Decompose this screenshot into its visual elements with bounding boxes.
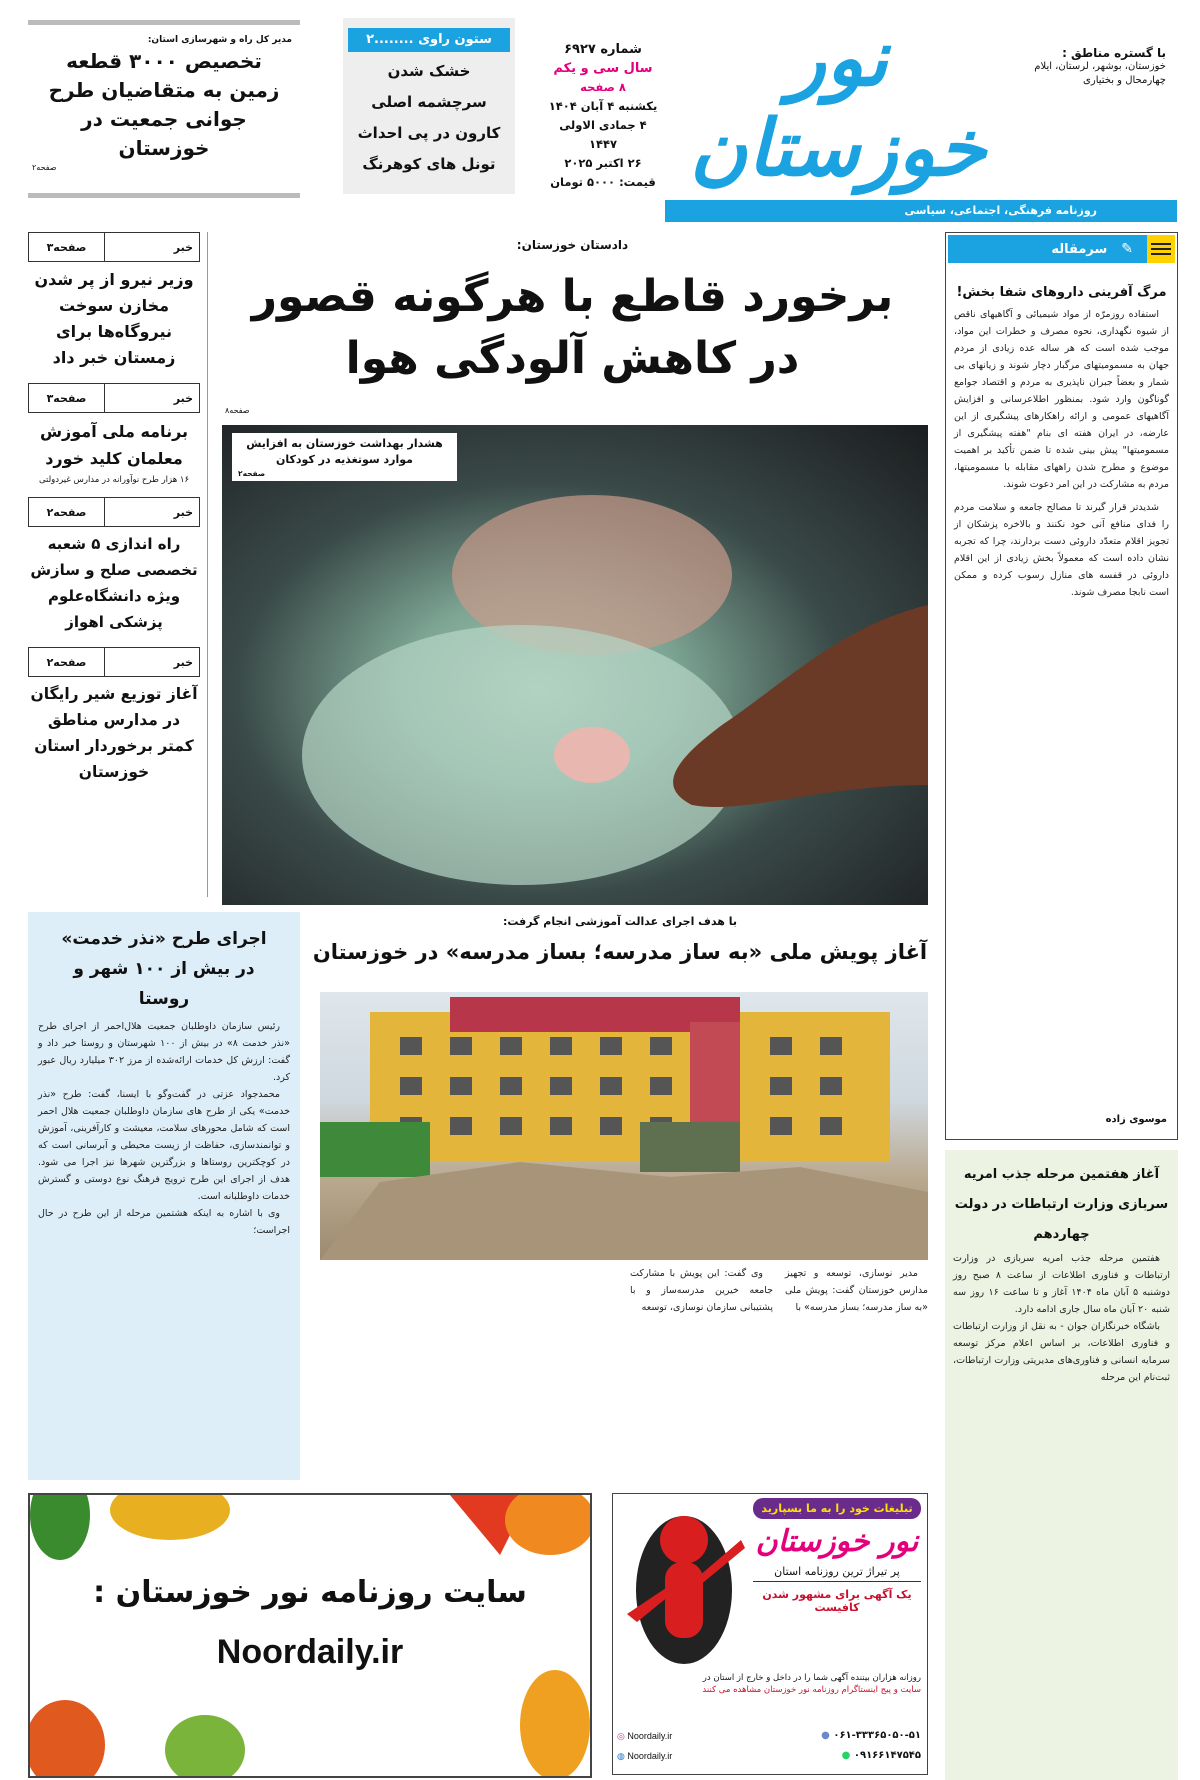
sidebar-item[interactable]	[28, 647, 200, 785]
phone-number: ۰۶۱-۳۳۳۶۵۰۵۰-۵۱	[833, 1730, 921, 1741]
tag-label: خبر	[104, 233, 199, 261]
article-paragraph: محمدجواد عزتی در گفت‌وگو با ایسنا، گفت: طرح «نذر خدمت» یکی از طرح های سازمان داوطلبان جمعیت هلال احمر است که شامل محورهای سلامت، معیشت و کارآفرینی، آموزش و توانمندسازی، حفاظت از زیست محیطی و آبرسانی است که در کوچکترین روستاها و بزرگترین شهرها نیز اجرا می شود. هدف از اجرای این طرح ترویج فرهنگ نوع دوستی و گسترش خدمات داوطلبانه است.	[38, 1089, 290, 1202]
lead-headline-line: برخورد قاطع با هرگونه قصور	[251, 271, 894, 322]
article-paragraph: هفتمین مرحله جذب امریه سربازی در وزارت ارتباطات و فناوری اطلاعات از ساعت ۸ صبح روز دوشنبه ۵ آبان ماه ۱۴۰۴ آغاز و تا ساعت ۱۶ روز سه شنبه ۲۰ آبان ماه سال جاری ادامه دارد.	[953, 1253, 1171, 1315]
baby-hand-illustration	[222, 425, 928, 905]
sidebar	[28, 232, 200, 902]
page-ref: صفحه۲	[46, 655, 87, 669]
page-ref: صفحه۳	[46, 240, 87, 254]
lead-headline[interactable]	[215, 266, 930, 390]
instagram-handle: Noordaily.ir	[627, 1731, 673, 1741]
school-kicker: با هدف اجرای عدالت آموزشی انجام گرفت:	[502, 915, 738, 928]
phone-contact[interactable]	[741, 1726, 921, 1746]
editorial-author: موسوی زاده	[1105, 1114, 1167, 1125]
tag-label: خبر	[104, 498, 199, 526]
globe-icon: ◍	[617, 1751, 625, 1761]
editorial-paragraph: شدیدتر قرار گیرند تا مصالح جامعه و سلامت مردم را فدای منافع آنی خود نکنند و بالاخره پزشکان از تجویز اقلام متعدّد داروئی دست بردارند، چرا که تجربه نشان داده است که معمولاً بخش زیادی از این اقلام داروئی در قفسه های منازل رسوب کرده و ممکن است نابجا مصرف شوند.	[954, 502, 1169, 598]
red-figure-illustration	[619, 1502, 749, 1667]
ad-url[interactable]: Noordaily.ir	[216, 1633, 404, 1671]
pen-icon: ✎	[1121, 241, 1133, 257]
column-box[interactable]	[343, 18, 515, 194]
whatsapp-contact[interactable]	[741, 1746, 921, 1766]
page-ref: صفحه۳	[46, 391, 87, 405]
phone-icon: ●	[821, 1730, 830, 1741]
nazr-article[interactable]	[28, 912, 300, 1480]
article-paragraph: وی با اشاره به اینکه هشتمین مرحله از این طرح در حال اجراست؛	[38, 1208, 290, 1236]
column-line: سرچشمه اصلی	[371, 93, 487, 111]
article-headline: اجرای طرح «نذر خدمت» در بیش از ۱۰۰ شهر و روستا	[61, 929, 267, 1009]
site-ad[interactable]	[28, 1493, 592, 1778]
date-lunar: ۴ جمادی الاولی ۱۴۴۷	[559, 118, 647, 151]
section-label: سرمقاله	[1051, 241, 1108, 257]
lead-headline-line: در کاهش آلودگی هوا	[345, 333, 800, 384]
logo-text: نور خوزستان	[689, 14, 987, 194]
school-body	[320, 1265, 928, 1465]
sidebar-item[interactable]	[28, 497, 200, 635]
promo-banner: تبلیغات خود را به ما بسپارید	[753, 1498, 921, 1519]
lead-page-ref: صفحه۸	[225, 406, 250, 415]
soldier-article[interactable]	[945, 1150, 1178, 1780]
coverage-title: با گستره مناطق :	[1062, 46, 1166, 60]
promo-line: روزانه هزاران بیننده آگهی شما را در داخل و خارج از استان در	[702, 1673, 921, 1683]
page-ref: صفحه۲	[238, 469, 266, 478]
instagram-icon: ◎	[617, 1731, 625, 1741]
page-ref: صفحه۲	[32, 163, 57, 172]
promo-slogan: یک آگهی برای مشهور شدن کافیست	[762, 1588, 912, 1614]
issue-number: شماره ۶۹۲۷	[564, 42, 642, 57]
tag-label: خبر	[104, 384, 199, 412]
price: قیمت: ۵۰۰۰ تومان	[550, 175, 656, 189]
whatsapp-number: ۰۹۱۶۶۱۴۷۵۴۵	[853, 1750, 921, 1761]
article-column: مدیر نوسازی، توسعه و تجهیز مدارس خوزستان گفت: پویش ملی «به ساز مدرسه؛ بساز مدرسه» با	[785, 1268, 928, 1313]
column-label: ستون راوی ........۲	[348, 28, 510, 52]
sidebar-headline: راه اندازی ۵ شعبه تخصصی صلح و سازش ویژه دانشگاه‌علوم پزشکی اهواز	[30, 535, 198, 631]
top-story-left[interactable]	[28, 20, 300, 198]
promo-brand: نور خوزستان	[755, 1524, 919, 1559]
article-headline: آغاز هفتمین مرحله جذب امریه سربازی وزارت ارتباطات در دولت چهاردهم	[954, 1167, 1169, 1242]
sidebar-headline: آغاز توزیع شیر رایگان در مدارس مناطق کمتر برخوردار استان خوزستان	[30, 685, 198, 781]
year: سال سی و یکم	[553, 61, 653, 76]
instagram-link[interactable]	[617, 1726, 717, 1746]
article-paragraph: رئیس سازمان داوطلبان جمعیت هلال‌احمر از اجرای طرح «نذر خدمت ۸» در بیش از ۱۰۰ شهرستان و روستا خبر داد و گفت: ارزش کل خدمات ارائه‌شده از مرز ۳۰۲ میلیارد ریال عبور کرد.	[38, 1021, 290, 1083]
promo-line: سایت و پیج اینستاگرام روزنامه نور خوزستان مشاهده می کنند	[702, 1685, 921, 1695]
promo-subtitle: پر تیراژ ترین روزنامه استان	[753, 1565, 921, 1582]
sidebar-headline: وزیر نیرو از پر شدن مخازن سوخت نیروگاه‌ها برای زمستان خبر داد	[34, 270, 194, 367]
school-photo[interactable]	[320, 992, 928, 1260]
caption-text: هشدار بهداشت خوزستان به افزایش موارد سوتغذیه در کودکان	[246, 437, 443, 466]
school-building-illustration	[320, 992, 928, 1260]
issue-info	[545, 40, 661, 192]
date-gregorian: ۲۶ اکتبر ۲۰۲۵	[564, 156, 642, 170]
editorial-title: مرگ آفرینی داروهای شفا بخش!	[956, 285, 1167, 300]
sidebar-item[interactable]	[28, 232, 200, 371]
lead-photo[interactable]	[222, 425, 928, 905]
editorial	[945, 232, 1178, 1140]
column-line: خشک شدن	[387, 62, 471, 80]
coverage-regions: خوزستان، بوشهر، لرستان، ایلام چهارمحال و بختیاری	[1034, 61, 1166, 86]
pages: ۸ صفحه	[580, 80, 626, 94]
photo-caption[interactable]	[232, 433, 457, 481]
masthead-logo	[668, 14, 1178, 200]
column-line: تونل های کوهرنگ	[362, 155, 496, 173]
promo-ad[interactable]	[612, 1493, 928, 1775]
tag-label: خبر	[104, 648, 199, 676]
headline: تخصیص ۳۰۰۰ قطعه زمین به متقاضیان طرح جوانی جمعیت در خوزستان	[48, 49, 280, 160]
tagline-bar: روزنامه فرهنگی، اجتماعی، سیاسی	[665, 200, 1177, 222]
whatsapp-icon: ●	[841, 1750, 851, 1761]
column-line: کارون در پی احداث	[357, 124, 501, 142]
editorial-header	[948, 235, 1175, 263]
school-headline[interactable]: آغاز پویش ملی «به ساز مدرسه؛ بساز مدرسه» در خوزستان	[312, 940, 928, 964]
sidebar-item[interactable]	[28, 383, 200, 485]
sidebar-headline: برنامه ملی آموزش معلمان کلید خورد	[39, 422, 189, 468]
web-link[interactable]	[617, 1746, 717, 1766]
article-column: وی گفت: این پویش با مشارکت جامعه خیرین مدرسه‌ساز و با پشتیبانی سازمان نوسازی، توسعه	[630, 1268, 773, 1313]
page-ref: صفحه۲	[46, 505, 87, 519]
kicker: مدیر کل راه و شهرسازی استان:	[147, 35, 292, 45]
column-divider	[207, 232, 208, 897]
editorial-paragraph: استفاده روزمرّه از مواد شیمیائی و آگاهیهای ناقص از شیوه نگهداری، نحوه مصرف و خطرات این مواد، موجب شده است که هر ساله عده زیادی از مردم جهان به مسمومیتهای مرگبار دچار شوند و زیانهای بی شمار و بعضاً جبران ناپذیری به مردم و اقتصاد جوامع گوناگون وارد شود. بمنظور اطلاعرسانی و افزایش آگاهیهای عمومی و ارائه راهکارهای پیشگیری از این عارضه، در ایران هفته ای بنام "هفته پیشگیری از مسمومیتها" پیش بینی شده تا ضمن تأکید بر اهمیت موضوع و مطرح شدن راههای مقابله با مسمومیتها، مردم به مشارکت در این امر دعوت شوند.	[954, 309, 1169, 490]
menu-icon	[1147, 235, 1175, 263]
web-url: Noordaily.ir	[627, 1751, 673, 1761]
ad-title: سایت روزنامه نور خوزستان :	[93, 1575, 527, 1610]
date-solar: یکشنبه ۴ آبان ۱۴۰۴	[548, 99, 658, 113]
lead-kicker: دادستان خوزستان:	[516, 238, 629, 252]
article-paragraph: باشگاه خبرنگاران جوان - به نقل از وزارت ارتباطات و فناوری اطلاعات، بر اساس اعلام مرکز توسعه سرمایه انسانی و فناوری‌های مدیریتی وزارت ارتباطات، ثبت‌نام این مرحله	[953, 1321, 1170, 1383]
sidebar-subtitle: ۱۶ هزار طرح نوآورانه در مدارس غیردولتی	[38, 475, 190, 485]
